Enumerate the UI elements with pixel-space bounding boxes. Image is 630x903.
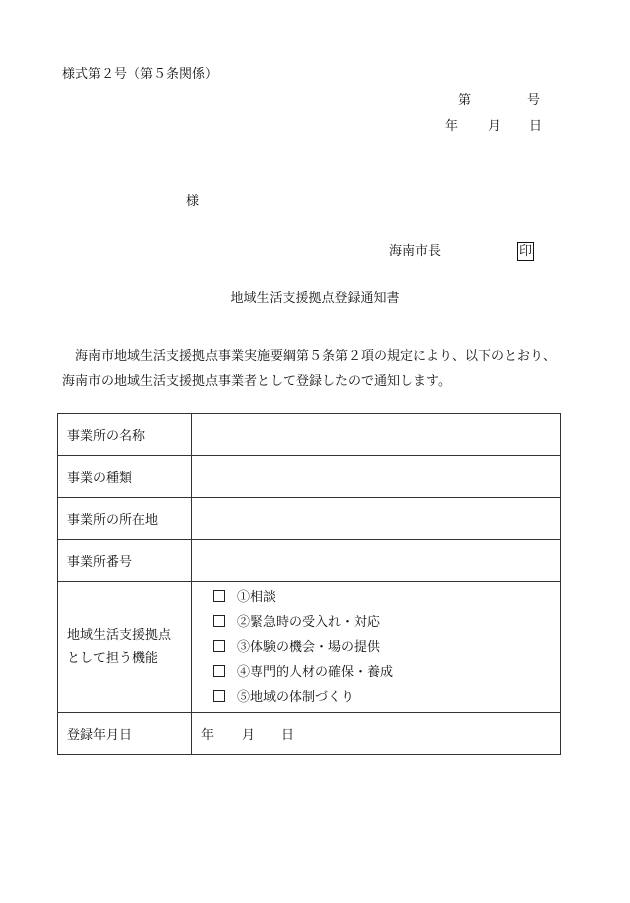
functions-options xyxy=(192,582,561,713)
form-number: 様式第２号（第５条関係） xyxy=(62,67,219,82)
functions-checklist xyxy=(201,585,560,710)
function-option-label: ①相談 xyxy=(237,589,277,605)
function-option-label: ⑤地域の体制づくり xyxy=(237,689,355,705)
checkbox-icon[interactable] xyxy=(213,640,225,652)
table-row xyxy=(58,498,561,540)
function-option-consultation[interactable] xyxy=(213,585,560,610)
checkbox-icon[interactable] xyxy=(213,615,225,627)
row-label-office-name: 事業所の名称 xyxy=(58,414,192,456)
sender-name: 海南市長 xyxy=(389,244,442,259)
functions-label-line1: 地域生活支援拠点 xyxy=(67,628,172,643)
function-option-label: ②緊急時の受入れ・対応 xyxy=(237,614,381,630)
row-label-registration-date: 登録年月日 xyxy=(58,713,192,755)
document-number-prefix: 第 xyxy=(458,93,472,108)
table-row xyxy=(58,456,561,498)
document-title: 地域生活支援拠点登録通知書 xyxy=(230,291,400,306)
row-label-office-number: 事業所番号 xyxy=(58,540,192,582)
issue-date xyxy=(445,119,542,135)
office-name-value[interactable] xyxy=(192,414,561,456)
registration-date-value[interactable] xyxy=(192,713,561,755)
row-label-business-type: 事業の種類 xyxy=(58,456,192,498)
issue-date-year: 年 xyxy=(445,119,459,134)
body-text: 海南市地域生活支援拠点事業実施要綱第５条第２項の規定により、以下のとおり、海南市の地域生活支援拠点事業者として登録したので通知します。 xyxy=(62,349,557,389)
function-option-emergency[interactable] xyxy=(213,610,560,635)
table-row xyxy=(58,540,561,582)
issue-date-day: 日 xyxy=(529,119,543,134)
checkbox-icon[interactable] xyxy=(213,665,225,677)
seal-mark: 印 xyxy=(519,244,533,259)
office-address-value[interactable] xyxy=(192,498,561,540)
registration-month: 月 xyxy=(242,728,256,743)
row-label-office-address: 事業所の所在地 xyxy=(58,498,192,540)
table-row xyxy=(58,582,561,713)
table-row xyxy=(58,713,561,755)
business-type-value[interactable] xyxy=(192,456,561,498)
function-option-label: ③体験の機会・場の提供 xyxy=(237,639,381,655)
function-option-experience[interactable] xyxy=(213,635,560,660)
registration-year: 年 xyxy=(201,728,215,743)
issue-date-month: 月 xyxy=(488,119,502,134)
checkbox-icon[interactable] xyxy=(213,590,225,602)
table-row xyxy=(58,414,561,456)
function-option-specialists[interactable] xyxy=(213,660,560,685)
document-number-suffix: 号 xyxy=(527,93,541,108)
addressee-honorific: 様 xyxy=(186,194,200,209)
registration-info-table xyxy=(57,413,561,755)
registration-day: 日 xyxy=(281,728,295,743)
function-option-community[interactable] xyxy=(213,685,560,710)
row-label-functions xyxy=(58,582,192,713)
functions-label-line2: として担う機能 xyxy=(67,651,159,666)
office-number-value[interactable] xyxy=(192,540,561,582)
function-option-label: ④専門的人材の確保・養成 xyxy=(237,664,394,680)
checkbox-icon[interactable] xyxy=(213,690,225,702)
